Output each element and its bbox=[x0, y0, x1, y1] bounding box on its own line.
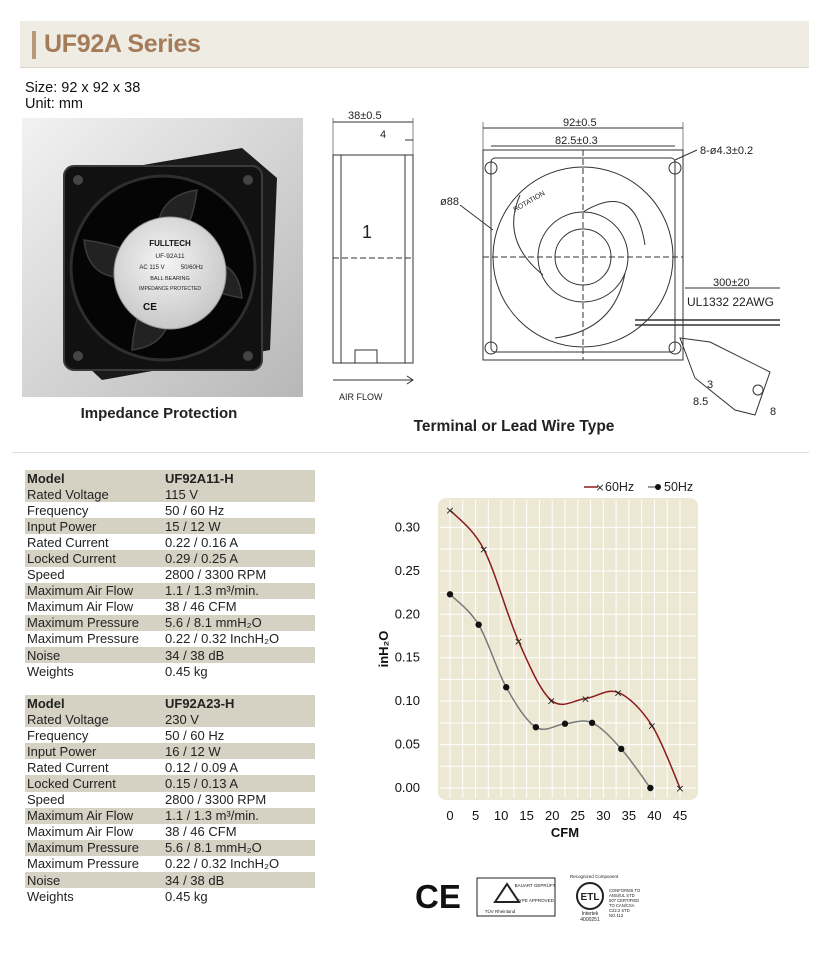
y-tick-label: 0.25 bbox=[394, 562, 420, 578]
performance-chart bbox=[360, 470, 730, 860]
spec-value: 0.29 / 0.25 A bbox=[163, 550, 315, 566]
table-row bbox=[25, 888, 315, 904]
etl-id: 4000251 bbox=[580, 917, 600, 922]
lead-wire-spec: UL1332 22AWG bbox=[687, 295, 774, 309]
data-point-60hz: × bbox=[580, 692, 591, 706]
side-digit: 1 bbox=[362, 222, 373, 242]
table-row bbox=[25, 518, 315, 534]
spec-value: 15 / 12 W bbox=[163, 518, 315, 534]
y-tick-label: 0.15 bbox=[394, 649, 420, 665]
spec-value: 115 V bbox=[163, 486, 315, 502]
spec-label: Maximum Pressure bbox=[25, 856, 163, 872]
spec-value: 0.12 / 0.09 A bbox=[163, 759, 315, 775]
rotation-label: ROTATION bbox=[512, 190, 547, 214]
spec-label: Maximum Air Flow bbox=[25, 583, 163, 599]
front-view-blade-2 bbox=[555, 273, 625, 338]
y-axis-label: inH₂O bbox=[376, 630, 391, 668]
label-model: UF-92A11 bbox=[155, 253, 185, 260]
dim-flange: 4 bbox=[380, 129, 387, 141]
table-row bbox=[25, 840, 315, 856]
label-bearing: BALL BEARING bbox=[150, 276, 190, 282]
label-voltage: AC 115 V bbox=[139, 265, 165, 271]
table-row bbox=[25, 792, 315, 808]
term-dim-a: 8.5 bbox=[693, 396, 709, 408]
data-point-50hz bbox=[475, 621, 481, 627]
label-protection: IMPEDANCE PROTECTED bbox=[139, 286, 201, 292]
spec-value: 0.22 / 0.16 A bbox=[163, 534, 315, 550]
certification-logos bbox=[415, 872, 665, 922]
mount-hole-br bbox=[243, 351, 253, 361]
data-point-50hz bbox=[503, 684, 509, 690]
etl-conformance-text: CONFORMS TO ANSI/UL STD 507 CERTIFIED TO CAN/CSA C22.2 STD NO.113 bbox=[609, 888, 641, 918]
x-tick-label: 40 bbox=[647, 808, 662, 823]
ce-logo: CE bbox=[415, 878, 461, 915]
table-row bbox=[25, 550, 315, 566]
spec-value: 16 / 12 W bbox=[163, 743, 315, 759]
spec-label: Maximum Pressure bbox=[25, 631, 163, 647]
spec-table-uf92a11 bbox=[25, 470, 315, 679]
x-tick-labels bbox=[446, 808, 687, 823]
mount-hole-tr bbox=[243, 175, 253, 185]
spec-label: Model bbox=[25, 470, 163, 486]
data-point-60hz: × bbox=[513, 635, 524, 649]
title-accent-bar bbox=[32, 31, 36, 59]
spec-value: 34 / 38 dB bbox=[163, 872, 315, 888]
spec-label: Noise bbox=[25, 872, 163, 888]
table-row bbox=[25, 711, 315, 727]
label-brand: FULLTECH bbox=[149, 239, 191, 248]
spec-value: 5.6 / 8.1 mmH₂O bbox=[163, 615, 315, 631]
table-row bbox=[25, 872, 315, 888]
spec-value: 34 / 38 dB bbox=[163, 647, 315, 663]
table-row bbox=[25, 502, 315, 518]
spec-label: Input Power bbox=[25, 518, 163, 534]
table-row bbox=[25, 470, 315, 486]
side-terminal bbox=[355, 350, 377, 363]
dim-hole-pitch: 82.5±0.3 bbox=[555, 135, 598, 147]
tuv-text-mid: TYPE APPROVED bbox=[516, 898, 554, 903]
y-tick-label: 0.05 bbox=[394, 736, 420, 752]
x-tick-label: 0 bbox=[446, 808, 454, 823]
etl-name: Intertek bbox=[581, 911, 599, 917]
spec-label: Locked Current bbox=[25, 550, 163, 566]
spec-label: Rated Voltage bbox=[25, 711, 163, 727]
legend-60hz-label: 60Hz bbox=[605, 480, 635, 494]
side-view-body bbox=[333, 155, 413, 363]
spec-label: Rated Voltage bbox=[25, 486, 163, 502]
section-divider bbox=[12, 452, 809, 453]
spec-table-uf92a23 bbox=[25, 695, 315, 904]
table-row bbox=[25, 856, 315, 872]
spec-value: 50 / 60 Hz bbox=[163, 502, 315, 518]
term-dim-b: 3 bbox=[707, 379, 714, 391]
x-tick-label: 30 bbox=[596, 808, 611, 823]
spec-label: Model bbox=[25, 695, 163, 711]
photo-caption: Impedance Protection bbox=[80, 405, 238, 422]
dia-leader bbox=[460, 205, 493, 230]
size-line: Size: 92 x 92 x 38 bbox=[25, 80, 141, 96]
dim-width: 92±0.5 bbox=[563, 117, 597, 129]
data-point-50hz bbox=[618, 746, 624, 752]
y-tick-label: 0.00 bbox=[394, 780, 420, 795]
data-point-50hz bbox=[647, 785, 653, 791]
legend-50hz-marker bbox=[655, 484, 661, 490]
data-point-60hz: × bbox=[546, 694, 556, 708]
spec-value: 0.22 / 0.32 InchH₂O bbox=[163, 631, 315, 647]
spec-value: 0.22 / 0.32 InchH₂O bbox=[163, 856, 315, 872]
x-tick-label: 20 bbox=[544, 808, 560, 823]
data-point-50hz bbox=[589, 720, 595, 726]
legend-50hz-label: 50Hz bbox=[664, 480, 694, 494]
airflow-label: AIR FLOW bbox=[339, 392, 383, 402]
mount-hole-tl bbox=[73, 175, 83, 185]
spec-label: Weights bbox=[25, 663, 163, 679]
label-freq: 50/60Hz bbox=[180, 265, 204, 271]
fan-hub-label bbox=[114, 217, 226, 329]
size-info bbox=[25, 80, 140, 112]
unit-line: Unit: mm bbox=[25, 96, 83, 112]
table-row bbox=[25, 808, 315, 824]
table-row bbox=[25, 663, 315, 679]
table-row bbox=[25, 759, 315, 775]
data-point-60hz: × bbox=[613, 686, 623, 700]
table-row bbox=[25, 775, 315, 791]
table-row bbox=[25, 695, 315, 711]
spec-label: Locked Current bbox=[25, 775, 163, 791]
spec-value: 0.45 kg bbox=[163, 888, 315, 904]
spec-label: Rated Current bbox=[25, 534, 163, 550]
spec-value: 230 V bbox=[163, 711, 315, 727]
table-row bbox=[25, 727, 315, 743]
table-row bbox=[25, 583, 315, 599]
data-point-50hz bbox=[447, 591, 453, 597]
spec-value: 5.6 / 8.1 mmH₂O bbox=[163, 840, 315, 856]
spec-label: Maximum Pressure bbox=[25, 615, 163, 631]
etl-caption: Recognized Component bbox=[570, 874, 619, 879]
spec-label: Maximum Air Flow bbox=[25, 824, 163, 840]
table-row bbox=[25, 615, 315, 631]
holes-leader bbox=[675, 150, 697, 160]
spec-value: 50 / 60 Hz bbox=[163, 727, 315, 743]
spec-label: Frequency bbox=[25, 502, 163, 518]
x-axis-label: CFM bbox=[550, 825, 580, 840]
spec-label: Weights bbox=[25, 888, 163, 904]
dim-lead: 300±20 bbox=[713, 277, 750, 289]
spec-value: UF92A23-H bbox=[163, 695, 315, 711]
x-tick-label: 35 bbox=[621, 808, 637, 823]
spec-label: Noise bbox=[25, 647, 163, 663]
spec-label: Maximum Air Flow bbox=[25, 599, 163, 615]
table-row bbox=[25, 647, 315, 663]
data-point-60hz: × bbox=[647, 719, 657, 733]
page-title: UF92A Series bbox=[44, 30, 201, 58]
spec-label: Frequency bbox=[25, 727, 163, 743]
spec-value: 38 / 46 CFM bbox=[163, 599, 315, 615]
table-row bbox=[25, 567, 315, 583]
dim-diameter: ø88 bbox=[440, 196, 459, 208]
plot-area bbox=[438, 498, 698, 800]
label-ce-mark: CE bbox=[143, 302, 157, 313]
spec-value: 0.15 / 0.13 A bbox=[163, 775, 315, 791]
data-point-50hz bbox=[562, 721, 568, 727]
spec-value: 0.45 kg bbox=[163, 663, 315, 679]
dim-depth: 38±0.5 bbox=[348, 110, 382, 122]
table-row bbox=[25, 743, 315, 759]
spec-label: Maximum Air Flow bbox=[25, 808, 163, 824]
spec-value: 2800 / 3300 RPM bbox=[163, 792, 315, 808]
spec-value: 38 / 46 CFM bbox=[163, 824, 315, 840]
y-tick-label: 0.20 bbox=[394, 606, 420, 622]
table-row bbox=[25, 534, 315, 550]
spec-value: 2800 / 3300 RPM bbox=[163, 567, 315, 583]
spec-label: Speed bbox=[25, 792, 163, 808]
chart-legend bbox=[584, 480, 693, 494]
x-tick-label: 25 bbox=[570, 808, 586, 823]
y-tick-label: 0.30 bbox=[394, 519, 420, 535]
y-tick-labels bbox=[395, 519, 420, 795]
fan-photo bbox=[22, 118, 303, 397]
table-row bbox=[25, 599, 315, 615]
tuv-text-bottom: TÜV Rheinland bbox=[484, 909, 516, 914]
data-point-50hz bbox=[533, 724, 539, 730]
x-tick-label: 15 bbox=[519, 808, 534, 823]
dim-holes: 8-ø4.3±0.2 bbox=[700, 145, 754, 157]
front-view-blade-1 bbox=[583, 201, 645, 245]
spec-label: Maximum Pressure bbox=[25, 840, 163, 856]
term-dim-c: 8 bbox=[770, 406, 777, 418]
spec-value: 1.1 / 1.3 m³/min. bbox=[163, 808, 315, 824]
table-row bbox=[25, 486, 315, 502]
spec-label: Speed bbox=[25, 567, 163, 583]
y-tick-label: 0.10 bbox=[394, 693, 420, 709]
spec-value: UF92A11-H bbox=[163, 470, 315, 486]
spec-value: 1.1 / 1.3 m³/min. bbox=[163, 583, 315, 599]
dimension-drawing bbox=[315, 110, 785, 440]
title-banner bbox=[20, 21, 809, 68]
spec-label: Rated Current bbox=[25, 759, 163, 775]
x-tick-label: 5 bbox=[471, 808, 480, 823]
data-point-60hz: × bbox=[479, 543, 489, 557]
terminal-screw bbox=[753, 385, 763, 395]
table-row bbox=[25, 631, 315, 647]
spec-label: Input Power bbox=[25, 743, 163, 759]
data-point-60hz: × bbox=[675, 782, 685, 795]
tuv-text-top: BAUART GEPRÜFT bbox=[514, 883, 556, 888]
etl-mark: ETL bbox=[580, 892, 600, 903]
data-point-60hz: × bbox=[445, 504, 455, 517]
drawing-caption: Terminal or Lead Wire Type bbox=[413, 418, 615, 435]
mount-hole-bl bbox=[73, 351, 83, 361]
x-tick-label: 10 bbox=[493, 808, 509, 823]
x-tick-label: 45 bbox=[672, 808, 688, 823]
legend-60hz-marker: × bbox=[595, 481, 605, 494]
table-row bbox=[25, 824, 315, 840]
